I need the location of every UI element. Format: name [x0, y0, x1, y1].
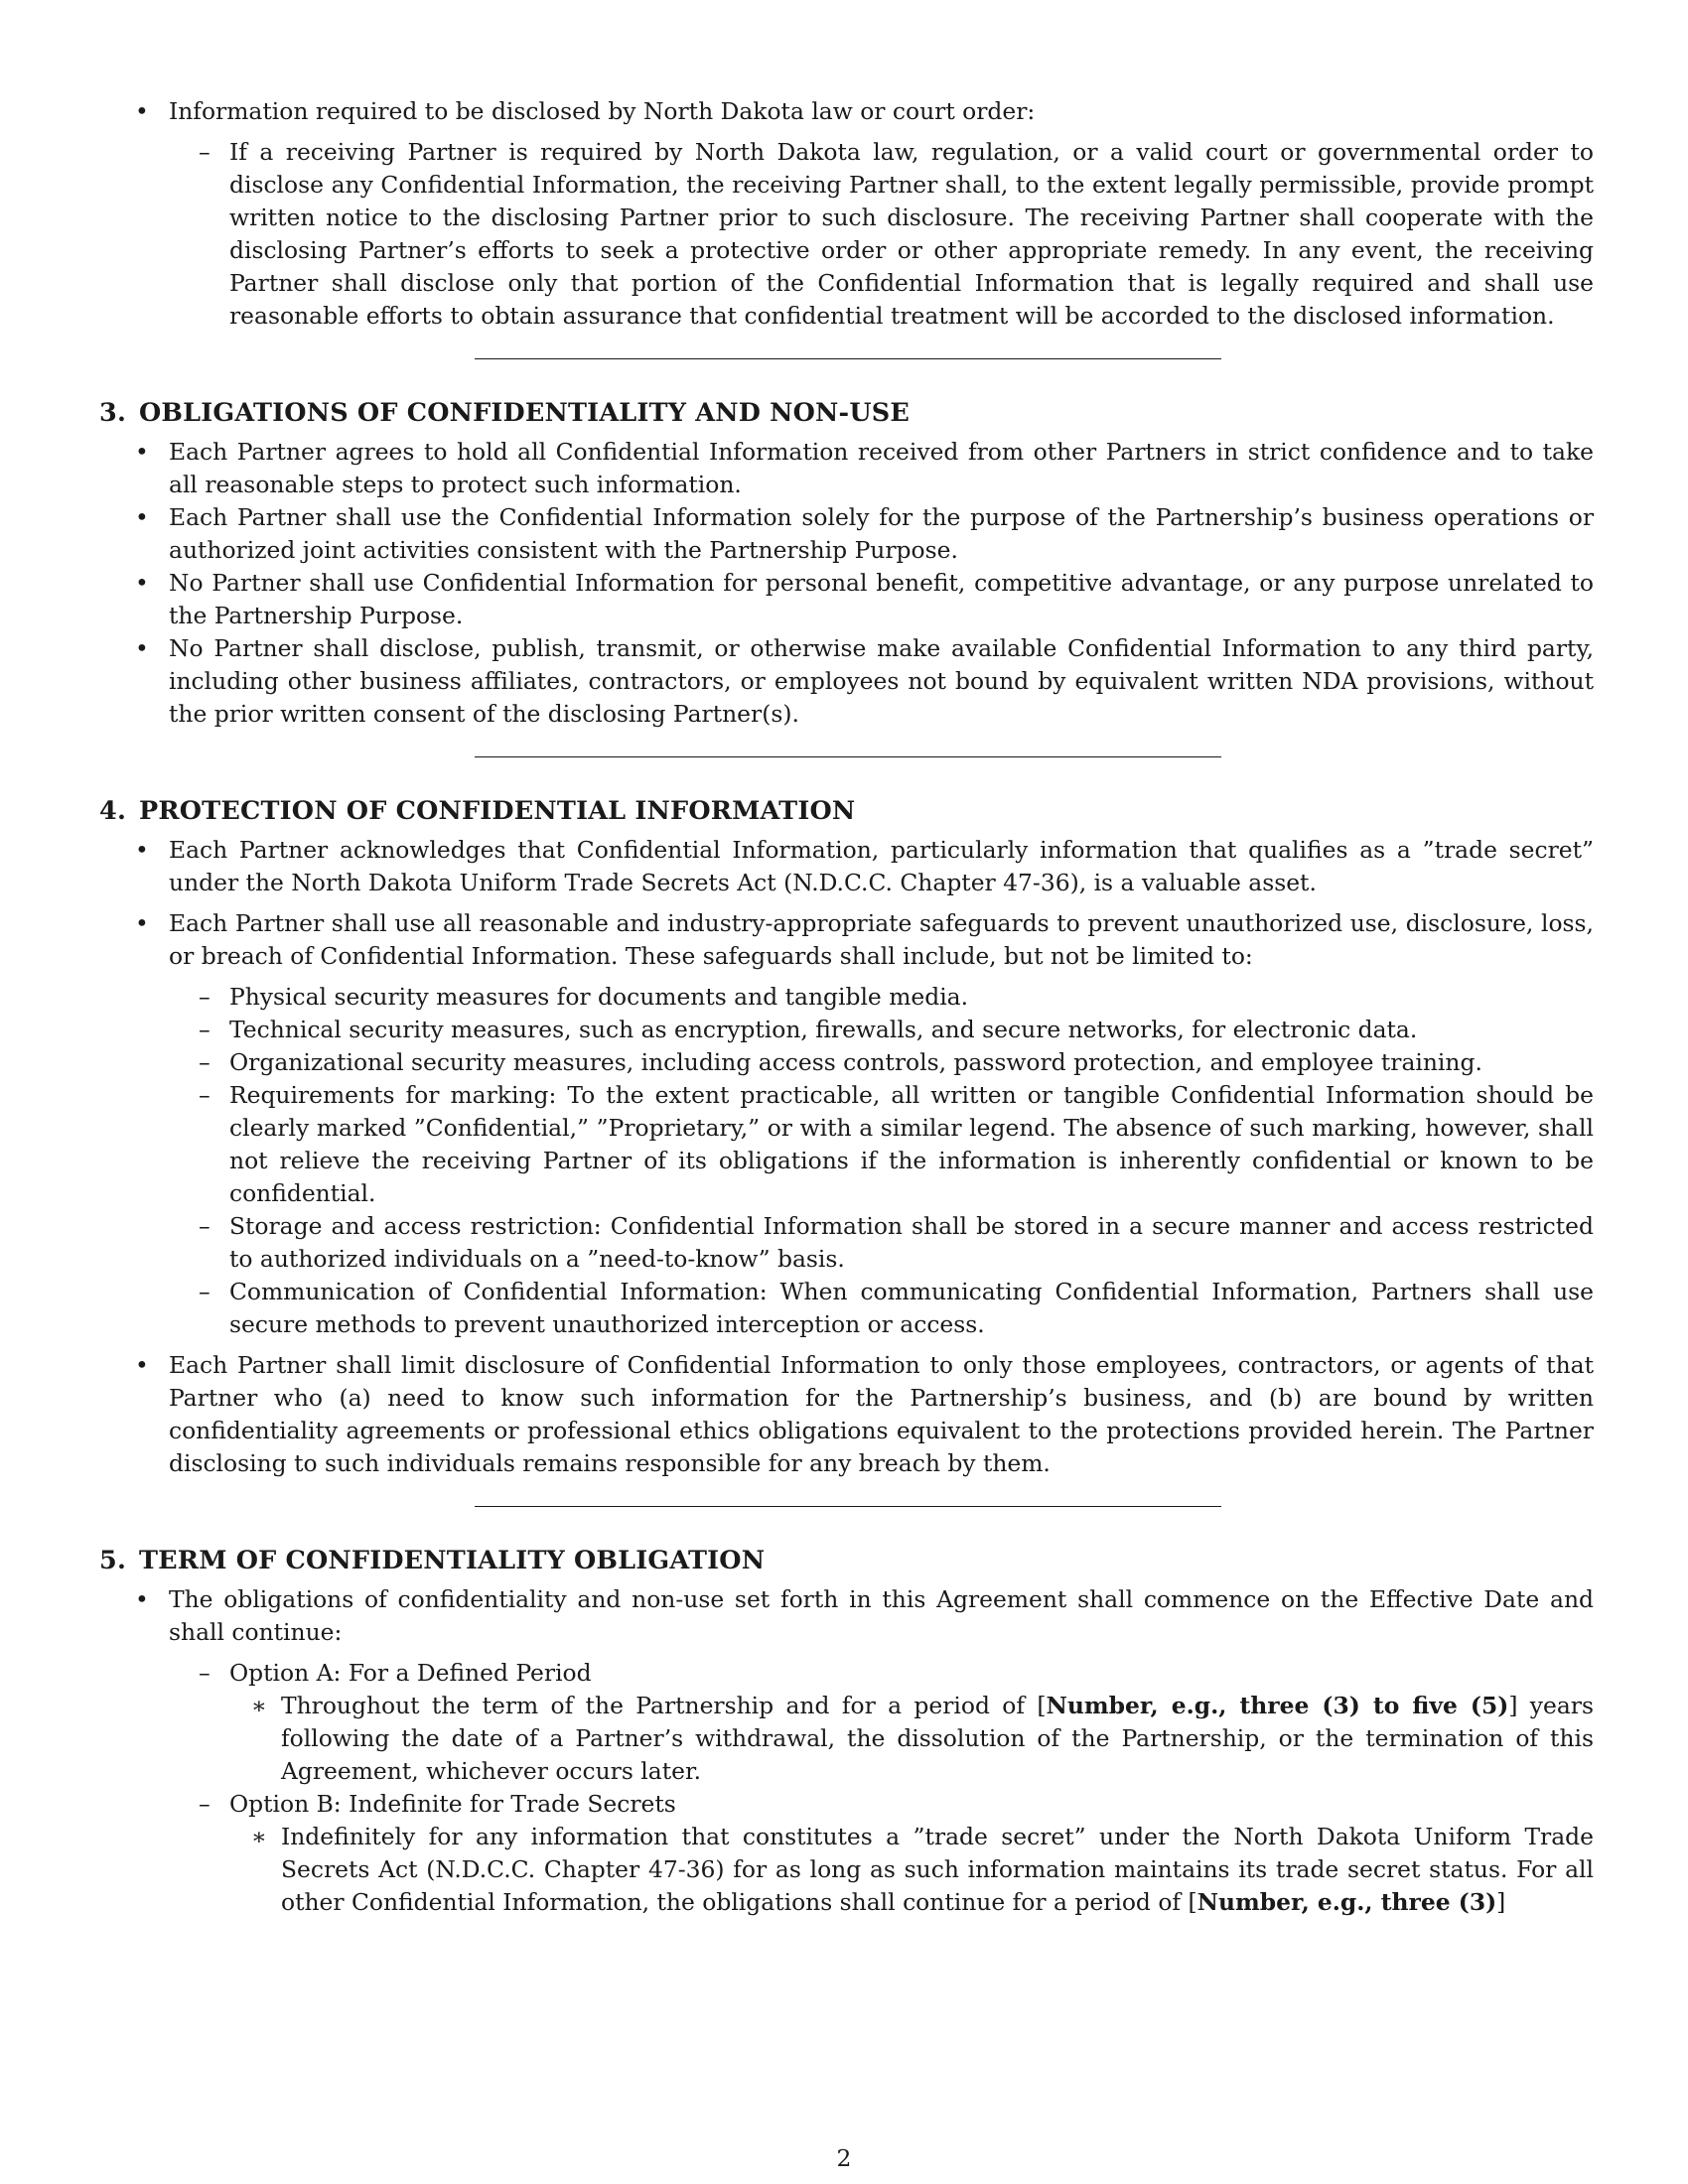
section-3-title: OBLIGATIONS OF CONFIDENTIALITY AND NON-USE	[139, 398, 911, 428]
s4-sub-technical: – Technical security measures, such as encryption, firewalls, and secure networks, for electronic data.	[99, 1014, 1594, 1046]
s5-option-a-term-placeholder: Number, e.g., three (3) to five (5)	[1046, 1692, 1509, 1719]
s3-bullet-hold-in-confidence: • Each Partner agrees to hold all Confidential Information received from other Partners in strict confidence and to take all reasonable steps to protect such information.	[99, 436, 1594, 501]
s3-bullet-no-personal-use: • No Partner shall use Confidential Information for personal benefit, competitive advantage, or any purpose unrelated to the Partnership Purpose.	[99, 567, 1594, 632]
s5-option-b-text-before: Indefinitely for any information that constitutes a ”trade secret” under the North Dakota Uniform Trade Secrets Act (N.D.C.C. Chapter 47-36) for as long as such information maintains its trade secret status. For all other Confidential Information, the obligations shall continue for a period of [	[281, 1823, 1594, 1916]
section-4-heading	[99, 795, 1594, 828]
s5-option-b-text-after: ]	[1496, 1888, 1506, 1916]
s5-option-b-label: – Option B: Indefinite for Trade Secrets	[99, 1788, 1594, 1821]
page-number: 2	[836, 2144, 852, 2172]
s4-sub-communication: – Communication of Confidential Information: When communicating Confidential Information, Partners shall use secure methods to prevent unauthorized interception or access.	[99, 1276, 1594, 1341]
s5-option-a-text-before: Throughout the term of the Partnership and for a period of [	[281, 1692, 1047, 1719]
s4-sub-storage: – Storage and access restriction: Confidential Information shall be stored in a secure manner and access restricted to authorized individuals on a ”need-to-know” basis.	[99, 1210, 1594, 1276]
s3-bullet-use-solely: • Each Partner shall use the Confidential Information solely for the purpose of the Partnership’s business operations or authorized joint activities consistent with the Partnership Purpose.	[99, 501, 1594, 567]
s4-sub-physical: – Physical security measures for documents and tangible media.	[99, 981, 1594, 1014]
section-5-heading	[99, 1545, 1594, 1577]
s5-option-b-term-placeholder: Number, e.g., three (3)	[1196, 1888, 1497, 1916]
sub-bullet-court-order-notice: – If a receiving Partner is required by North Dakota law, regulation, or a valid court or governmental order to disclose any Confidential Information, the receiving Partner shall, to the extent legally permissible, provide prompt written notice to the disclosing Partner prior to such disclosure. The receiving Partner shall cooperate with the disclosing Partner’s efforts to seek a protective order or other appropriate remedy. In any event, the receiving Partner shall disclose only that portion of the Confidential Information that is legally required and shall use reasonable efforts to obtain assurance that confidential treatment will be accorded to the disclosed information.	[99, 136, 1594, 333]
s5-option-a-text-after: ] years following the date of a Partner’s withdrawal, the dissolution of the Partnership, or the termination of this Agreement, whichever occurs later.	[281, 1692, 1594, 1785]
section-3-number: 3.	[99, 398, 127, 428]
s5-bullet-commence: • The obligations of confidentiality and non-use set forth in this Agreement shall commence on the Effective Date and shall continue:	[99, 1583, 1594, 1649]
s3-bullet-no-disclosure: • No Partner shall disclose, publish, transmit, or otherwise make available Confidential Information to any third party, including other business affiliates, contractors, or employees not bound by equivalent written NDA provisions, without the prior written consent of the disclosing Partner(s).	[99, 632, 1594, 731]
s4-bullet-valuable-asset: • Each Partner acknowledges that Confidential Information, particularly information that qualifies as a ”trade secret” under the North Dakota Uniform Trade Secrets Act (N.D.C.C. Chapter 47-36), is a valuable asset.	[99, 834, 1594, 899]
s4-bullet-limit-disclosure: • Each Partner shall limit disclosure of Confidential Information to only those employees, contractors, or agents of that Partner who (a) need to know such information for the Partnership’s business, and (b) are bound by written confidentiality agreements or professional ethics obligations equivalent to the protections provided herein. The Partner disclosing to such individuals remains responsible for any breach by them.	[99, 1349, 1594, 1480]
section-5-number: 5.	[99, 1546, 127, 1575]
bullet-court-order: • Information required to be disclosed by North Dakota law or court order:	[99, 95, 1594, 128]
s5-option-a-label: – Option A: For a Defined Period	[99, 1657, 1594, 1690]
section-4-number: 4.	[99, 796, 127, 826]
s5-option-a-text	[99, 1690, 1594, 1788]
s4-sub-marking: – Requirements for marking: To the extent practicable, all written or tangible Confidential Information should be clearly marked ”Confidential,” ”Proprietary,” or with a similar legend. The absence of such marking, however, shall not relieve the receiving Partner of its obligations if the information is inherently confidential or known to be confidential.	[99, 1079, 1594, 1210]
s4-sub-organizational: – Organizational security measures, including access controls, password protection, and employee training.	[99, 1046, 1594, 1079]
section-4-title: PROTECTION OF CONFIDENTIAL INFORMATION	[139, 796, 856, 826]
s4-bullet-safeguards: • Each Partner shall use all reasonable and industry-appropriate safeguards to prevent unauthorized use, disclosure, loss, or breach of Confidential Information. These safeguards shall include, but not be limited to:	[99, 907, 1594, 973]
section-3-heading	[99, 397, 1594, 430]
section-5-title: TERM OF CONFIDENTIALITY OBLIGATION	[139, 1546, 766, 1575]
s5-option-b-text	[99, 1821, 1594, 1919]
document-page	[99, 95, 1594, 1919]
